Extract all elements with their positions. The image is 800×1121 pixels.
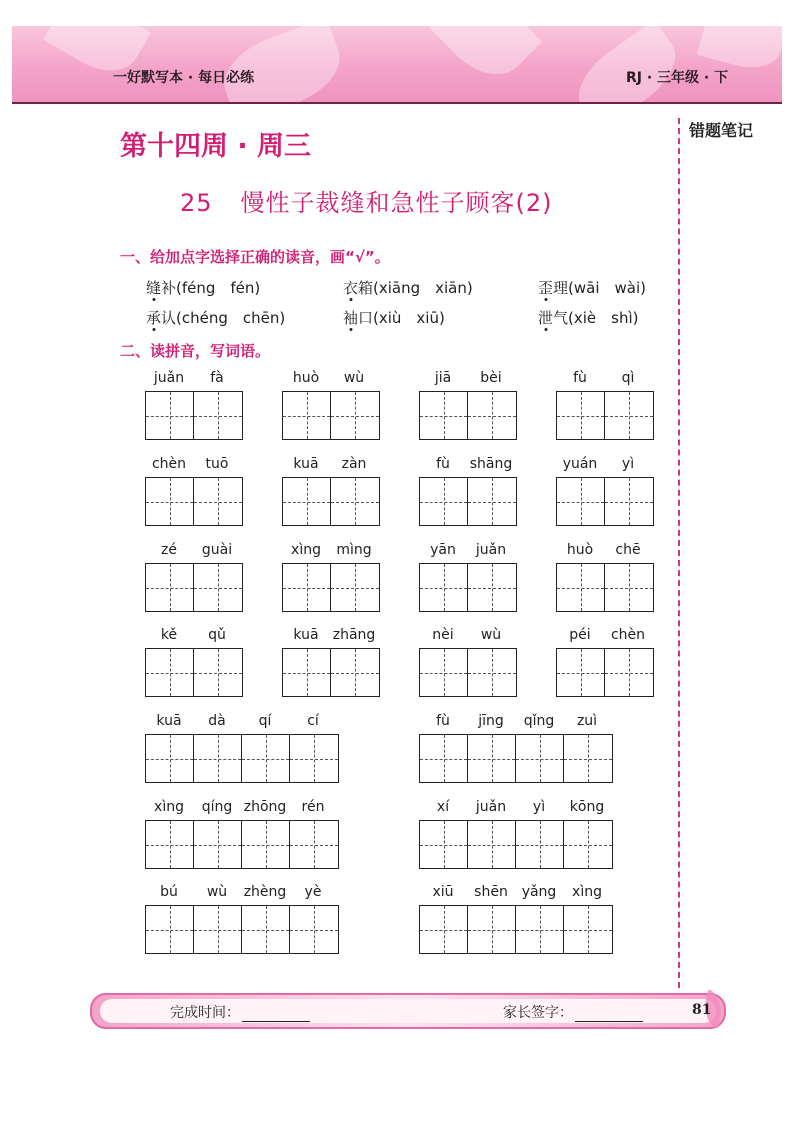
writing-cell[interactable] — [420, 735, 468, 782]
lesson-title — [180, 183, 553, 218]
writing-grid[interactable] — [556, 477, 654, 526]
writing-cell[interactable] — [146, 821, 194, 868]
pinyin-label: fù shāng — [436, 456, 513, 472]
pinyin-label: bú wù zhèng yè — [160, 884, 322, 900]
writing-cell[interactable] — [420, 821, 468, 868]
writing-grid[interactable] — [419, 477, 517, 526]
grade-label: RJ · 三年级 · 下 — [626, 70, 729, 86]
lesson-name: 慢性子裁缝和急性子顾客(2) — [240, 189, 553, 217]
question-item: 歪理(wāi wài) — [538, 279, 646, 297]
writing-grid[interactable] — [419, 905, 613, 954]
book-title: 一好默写本 · 每日必练 — [113, 70, 255, 86]
pinyin-label: nèi wù — [432, 627, 502, 643]
pinyin-label: yān juǎn — [430, 542, 507, 558]
writing-grid[interactable] — [145, 391, 243, 440]
pinyin-label: péi chèn — [569, 627, 646, 643]
writing-grid[interactable] — [419, 391, 517, 440]
writing-cell[interactable] — [331, 564, 379, 611]
writing-cell[interactable] — [557, 564, 605, 611]
pinyin-label: kuā dà qí cí — [156, 713, 319, 729]
writing-cell[interactable] — [468, 821, 516, 868]
writing-cell[interactable] — [146, 564, 194, 611]
writing-grid[interactable] — [145, 648, 243, 697]
writing-cell[interactable] — [194, 392, 242, 439]
week-title: 第十四周 · 周三 — [120, 131, 312, 162]
pinyin-label: yuán yì — [562, 456, 635, 472]
writing-cell[interactable] — [194, 649, 242, 696]
writing-cell[interactable] — [242, 821, 290, 868]
writing-grid[interactable] — [419, 734, 613, 783]
writing-cell[interactable] — [420, 906, 468, 953]
pinyin-label: juǎn fà — [153, 370, 224, 386]
writing-grid[interactable] — [145, 563, 243, 612]
writing-cell[interactable] — [290, 821, 338, 868]
writing-grid[interactable] — [556, 391, 654, 440]
writing-cell[interactable] — [468, 649, 516, 696]
section2-heading: 二、读拼音，写词语。 — [120, 342, 271, 360]
writing-cell[interactable] — [564, 821, 612, 868]
pinyin-label: chèn tuō — [151, 456, 229, 472]
writing-cell[interactable] — [146, 478, 194, 525]
writing-cell[interactable] — [194, 478, 242, 525]
writing-cell[interactable] — [331, 649, 379, 696]
writing-cell[interactable] — [516, 735, 564, 782]
writing-grid[interactable] — [556, 563, 654, 612]
writing-cell[interactable] — [605, 392, 653, 439]
writing-cell[interactable] — [516, 821, 564, 868]
writing-cell[interactable] — [242, 735, 290, 782]
writing-grid[interactable] — [419, 820, 613, 869]
pinyin-label: kuā zàn — [293, 456, 367, 472]
writing-cell[interactable] — [331, 392, 379, 439]
writing-cell[interactable] — [564, 735, 612, 782]
writing-grid[interactable] — [419, 648, 517, 697]
pinyin-label: xí juǎn yì kōng — [436, 799, 605, 815]
writing-grid[interactable] — [145, 734, 339, 783]
notes-divider — [678, 118, 680, 988]
writing-cell[interactable] — [468, 478, 516, 525]
writing-cell[interactable] — [194, 821, 242, 868]
writing-cell[interactable] — [194, 735, 242, 782]
writing-cell[interactable] — [605, 478, 653, 525]
parent-signature: 家长签字： — [503, 1002, 643, 1022]
writing-cell[interactable] — [242, 906, 290, 953]
writing-cell[interactable] — [331, 478, 379, 525]
writing-cell[interactable] — [290, 735, 338, 782]
writing-cell[interactable] — [290, 906, 338, 953]
writing-cell[interactable] — [146, 392, 194, 439]
writing-cell[interactable] — [283, 392, 331, 439]
pinyin-label: xìng qíng zhōng rén — [154, 799, 325, 815]
section1-heading: 一、给加点字选择正确的读音，画“√”。 — [120, 248, 390, 266]
writing-cell[interactable] — [557, 392, 605, 439]
writing-grid[interactable] — [145, 477, 243, 526]
pinyin-label: kě qǔ — [160, 627, 226, 643]
writing-cell[interactable] — [420, 564, 468, 611]
writing-cell[interactable] — [146, 906, 194, 953]
pinyin-label: xìng mìng — [291, 542, 372, 558]
writing-cell[interactable] — [605, 564, 653, 611]
writing-grid[interactable] — [282, 391, 380, 440]
question-item: 承认(chéng chēn) — [146, 309, 286, 327]
writing-grid[interactable] — [556, 648, 654, 697]
writing-cell[interactable] — [420, 649, 468, 696]
writing-grid[interactable] — [419, 563, 517, 612]
writing-grid[interactable] — [145, 905, 339, 954]
writing-cell[interactable] — [283, 649, 331, 696]
writing-cell[interactable] — [283, 564, 331, 611]
writing-grid[interactable] — [282, 563, 380, 612]
writing-cell[interactable] — [194, 906, 242, 953]
header-rule — [12, 102, 782, 104]
writing-cell[interactable] — [468, 735, 516, 782]
writing-cell[interactable] — [605, 649, 653, 696]
writing-cell[interactable] — [283, 478, 331, 525]
writing-grid[interactable] — [145, 820, 339, 869]
page-number: 81 — [692, 1002, 712, 1018]
completion-time: 完成时间： — [170, 1002, 310, 1022]
parent-signature-field[interactable] — [575, 1007, 643, 1022]
writing-cell[interactable] — [194, 564, 242, 611]
pinyin-label: huò chē — [566, 542, 641, 558]
writing-grid[interactable] — [282, 648, 380, 697]
pinyin-label: xiū shēn yǎng xìng — [432, 884, 602, 900]
writing-cell[interactable] — [420, 392, 468, 439]
pinyin-label: jiā bèi — [434, 370, 502, 386]
writing-cell[interactable] — [557, 478, 605, 525]
writing-cell[interactable] — [468, 906, 516, 953]
writing-cell[interactable] — [420, 478, 468, 525]
pinyin-label: kuā zhāng — [293, 627, 376, 643]
writing-grid[interactable] — [282, 477, 380, 526]
notes-title: 错题笔记 — [689, 121, 754, 140]
question-item: 衣箱(xiāng xiān) — [343, 279, 473, 297]
pinyin-label: zé guài — [161, 542, 233, 558]
writing-cell[interactable] — [146, 735, 194, 782]
question-item: 袖口(xiù xiū) — [343, 309, 445, 327]
writing-cell[interactable] — [564, 906, 612, 953]
writing-cell[interactable] — [468, 564, 516, 611]
pinyin-label: fù jīng qǐng zuì — [436, 713, 598, 729]
question-item: 泄气(xiè shì) — [538, 309, 639, 327]
pinyin-label: fù qì — [573, 370, 635, 386]
pinyin-label: huò wù — [292, 370, 365, 386]
writing-cell[interactable] — [516, 906, 564, 953]
writing-cell[interactable] — [468, 392, 516, 439]
writing-cell[interactable] — [557, 649, 605, 696]
question-item: 缝补(féng fén) — [146, 279, 261, 297]
header-banner — [12, 26, 782, 104]
completion-time-field[interactable] — [242, 1007, 310, 1022]
lesson-number: 25 — [180, 189, 213, 217]
writing-cell[interactable] — [146, 649, 194, 696]
